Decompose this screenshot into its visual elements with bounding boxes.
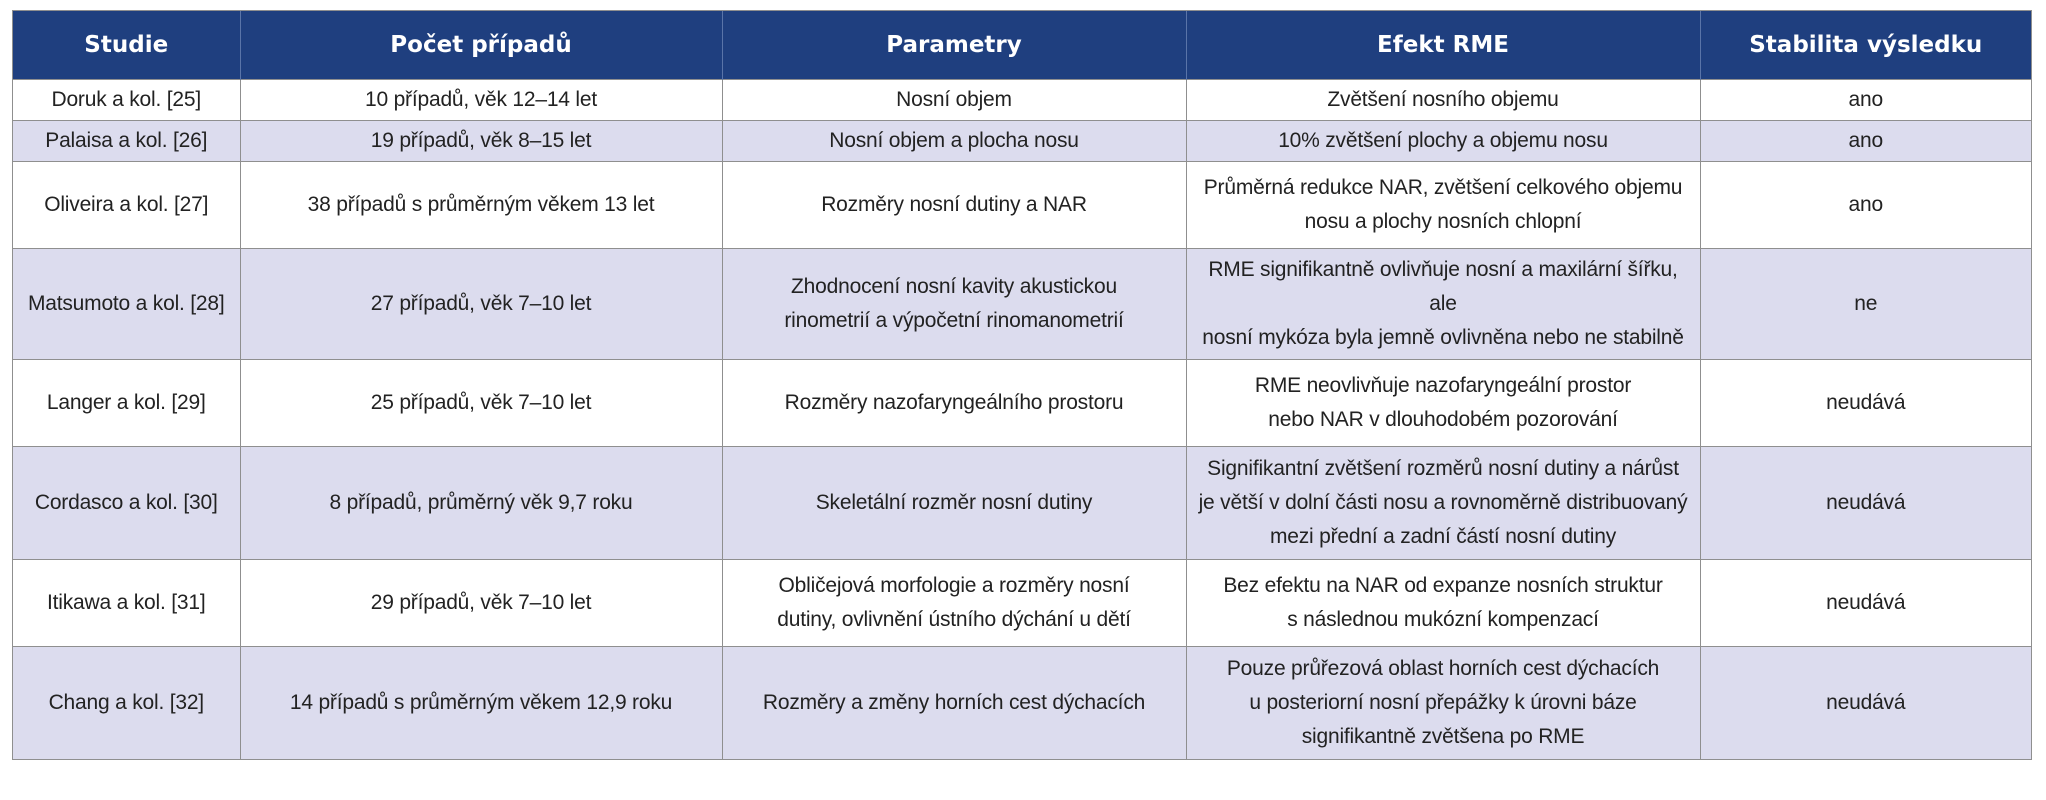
table-row [13,360,2031,447]
cell-line: nebo NAR v dlouhodobém pozorování [1268,408,1618,431]
cell-line: nosu a plochy nosních chlopní [1304,210,1582,233]
cell-parameters [722,360,1186,447]
cell-parameters [722,560,1186,647]
cell-parameters [722,249,1186,360]
cell-cases: 27 případů, věk 7–10 let [240,249,722,360]
cell-parameters [722,447,1186,560]
cell-cases: 8 případů, průměrný věk 9,7 roku [240,447,722,560]
cell-stability: neudává [1700,560,2031,647]
header-parameters: Parametry [722,11,1186,80]
cell-line: Obličejová morfologie a rozměry nosní [778,574,1130,597]
cell-effect [1186,162,1700,249]
table-row [13,647,2031,760]
cell-line: dutiny, ovlivnění ústního dýchání u dětí [777,608,1131,631]
cell-line: s následnou mukózní kompenzací [1287,608,1599,631]
cell-line: 10% zvětšení plochy a objemu nosu [1278,129,1608,152]
cell-stability: ano [1700,121,2031,162]
cell-study: Cordasco a kol. [30] [13,447,240,560]
cell-line: RME neovlivňuje nazofaryngeální prostor [1254,374,1632,397]
cell-effect [1186,360,1700,447]
cell-effect [1186,121,1700,162]
cell-stability: ano [1700,162,2031,249]
cell-line: signifikantně zvětšena po RME [1301,725,1585,748]
cell-parameters [722,80,1186,121]
cell-line: Signifikantní zvětšení rozměrů nosní dutiny a nárůst [1207,457,1679,480]
cell-study: Chang a kol. [32] [13,647,240,760]
cell-stability: neudává [1700,360,2031,447]
cell-line: Nosní objem a plocha nosu [829,129,1079,152]
header-cases: Počet případů [240,11,722,80]
cell-effect [1186,80,1700,121]
cell-line: rinometrií a výpočetní rinomanometrií [784,309,1124,332]
cell-effect [1186,647,1700,760]
cell-line: Průměrná redukce NAR, zvětšení celkového objemu [1203,176,1683,199]
table-row [13,162,2031,249]
header-effect: Efekt RME [1186,11,1700,80]
cell-effect [1186,249,1700,360]
cell-cases: 19 případů, věk 8–15 let [240,121,722,162]
cell-cases: 25 případů, věk 7–10 let [240,360,722,447]
cell-parameters [722,121,1186,162]
cell-effect [1186,447,1700,560]
cell-parameters [722,647,1186,760]
rme-studies-table [13,11,2031,759]
cell-parameters [722,162,1186,249]
cell-study: Oliveira a kol. [27] [13,162,240,249]
cell-stability: ne [1700,249,2031,360]
cell-line: Pouze průřezová oblast horních cest dýchacích [1226,657,1660,680]
cell-study: Itikawa a kol. [31] [13,560,240,647]
cell-line: Bez efektu na NAR od expanze nosních struktur [1223,574,1663,597]
table-header-row [13,11,2031,80]
cell-study: Doruk a kol. [25] [13,80,240,121]
header-study: Studie [13,11,240,80]
table-row [13,121,2031,162]
cell-line: RME signifikantně ovlivňuje nosní a maxilární šířku, ale [1208,258,1678,315]
cell-cases: 38 případů s průměrným věkem 13 let [240,162,722,249]
cell-line: Rozměry nosní dutiny a NAR [821,193,1087,216]
cell-cases: 10 případů, věk 12–14 let [240,80,722,121]
cell-study: Matsumoto a kol. [28] [13,249,240,360]
table-row [13,80,2031,121]
rme-studies-table-wrapper [12,10,2032,760]
cell-line: nosní mykóza byla jemně ovlivněna nebo ne stabilně [1202,326,1684,349]
cell-line: Nosní objem [896,88,1012,111]
cell-line: Zvětšení nosního objemu [1327,88,1559,111]
cell-stability: neudává [1700,447,2031,560]
cell-line: Zhodnocení nosní kavity akustickou [791,275,1117,298]
cell-line: je větší v dolní části nosu a rovnoměrně distribuovaný [1198,491,1688,514]
table-row [13,447,2031,560]
cell-line: Rozměry nazofaryngeálního prostoru [784,391,1124,414]
cell-study: Langer a kol. [29] [13,360,240,447]
cell-line: mezi přední a zadní částí nosní dutiny [1269,525,1617,548]
header-stability: Stabilita výsledku [1700,11,2031,80]
cell-effect [1186,560,1700,647]
cell-line: Rozměry a změny horních cest dýchacích [762,691,1146,714]
cell-line: Skeletální rozměr nosní dutiny [815,491,1093,514]
cell-line: u posteriorní nosní přepážky k úrovni báze [1249,691,1637,714]
cell-study: Palaisa a kol. [26] [13,121,240,162]
table-row [13,249,2031,360]
cell-stability: ano [1700,80,2031,121]
table-row [13,560,2031,647]
cell-cases: 29 případů, věk 7–10 let [240,560,722,647]
cell-stability: neudává [1700,647,2031,760]
cell-cases: 14 případů s průměrným věkem 12,9 roku [240,647,722,760]
